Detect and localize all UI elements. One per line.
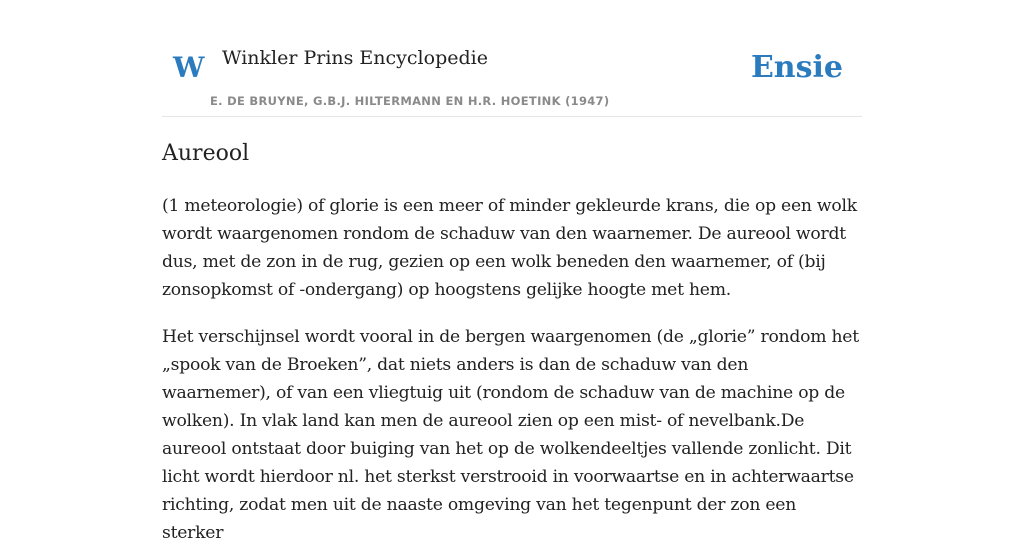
ensie-logo[interactable]: Ensie [750,50,843,85]
article-paragraph: Het verschijnsel wordt vooral in de bergen waargenomen (de „glorie” rondom het „spook van de Broeken”, dat niets anders is dan de schaduw van den waarnemer), of van een vliegtuig uit (rondom de schaduw van de machine op de wolken). In vlak land kan men de aureool zien op een mist- of nevelbank.De aureool ontstaat door buiging van het op de wolkendeeltjes vallende zonlicht. Dit licht wordt hierdoor nl. het sterkst verstrooid in voorwaartse en in achterwaartse richting, zodat men uit de naaste omgeving van het tegenpunt der zon een sterker [162,327,859,543]
winkler-prins-logo[interactable]: W [173,51,205,84]
article [162,136,862,547]
article-title: Aureool [162,141,250,166]
encyclopedia-authors: E. DE BRUYNE, G.B.J. HILTERMANN EN H.R. HOETINK (1947) [210,94,610,108]
encyclopedia-title[interactable]: Winkler Prins Encyclopedie [222,47,488,69]
article-paragraph: (1 meteorologie) of glorie is een meer of minder gekleurde krans, die op een wolk wordt waargenomen rondom de schaduw van den waarnemer. De aureool wordt dus, met de zon in de rug, gezien op een wolk beneden den waarnemer, of (bij zonsopkomst of -ondergang) op hoogstens gelijke hoogte met hem. [162,196,857,300]
site-header [162,0,862,117]
